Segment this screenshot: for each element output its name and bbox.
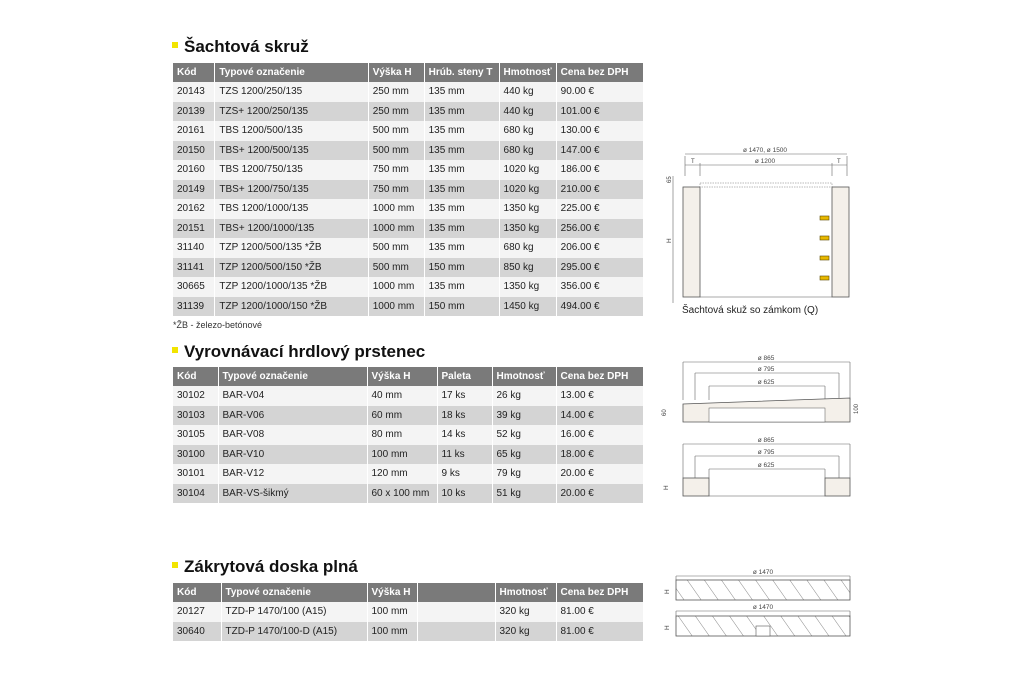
table-cell: 135 mm [424,219,499,239]
table-cell: 30104 [173,484,218,504]
table-cell: 750 mm [368,160,424,180]
table-cell: 31140 [173,238,215,258]
table-cell: BAR-V12 [218,464,367,484]
table-row [173,622,643,642]
table-cell: 1020 kg [499,180,556,200]
column-header: Hmotnosť [499,63,556,82]
table-cell: TZD-P 1470/100 (A15) [221,602,367,622]
table-cell: 20161 [173,121,215,141]
column-header: Hrúb. steny T [424,63,499,82]
table-cell: 40 mm [367,386,437,406]
table-cell [417,622,495,642]
table-cell: 494.00 € [556,297,643,317]
table-cell: 135 mm [424,180,499,200]
section-title-text: Šachtová skruž [184,37,309,56]
table-cell: 295.00 € [556,258,643,278]
table-cell: 750 mm [368,180,424,200]
table-cell: 10 ks [437,484,492,504]
table-row [173,406,643,426]
table-cell: 135 mm [424,238,499,258]
column-header: Cena bez DPH [556,583,643,602]
table-row [173,141,643,161]
table-cell: 1000 mm [368,277,424,297]
table-header-row [173,583,643,602]
table-row [173,445,643,465]
table-row [173,277,643,297]
table-cell: 250 mm [368,102,424,122]
lock-top [700,183,832,187]
table-cell: 440 kg [499,102,556,122]
table-cell: 30105 [173,425,218,445]
column-header: Kód [173,63,215,82]
table-cell: BAR-V08 [218,425,367,445]
drawing-label-t-left: T [691,159,695,165]
wall-left [683,187,700,297]
table-cell: 135 mm [424,102,499,122]
table-row [173,297,643,317]
table-cell: TZP 1200/500/135 *ŽB [215,238,368,258]
table-cell: 256.00 € [556,219,643,239]
table-cell: 20143 [173,82,215,102]
column-header: Výška H [367,583,417,602]
table-vyrovnavaci-prstenec [173,367,643,503]
table-cell: 20139 [173,102,215,122]
table-cell: BAR-V06 [218,406,367,426]
table-cell: BAR-VS-šikmý [218,484,367,504]
drawing-caption: Šachtová skuž so zámkom (Q) [682,305,819,316]
drawing-label-h: H [663,485,670,490]
table-cell: 1350 kg [499,199,556,219]
table-cell: TZS 1200/250/135 [215,82,368,102]
bullet-square-icon [172,347,178,353]
table-cell: 20162 [173,199,215,219]
table-cell: 500 mm [368,141,424,161]
table-cell: 60 x 100 mm [367,484,437,504]
table-cell: 1350 kg [499,277,556,297]
table-row [173,160,643,180]
table-cell: 16.00 € [556,425,643,445]
table-cell: TBS 1200/500/135 [215,121,368,141]
table-cell: 30101 [173,464,218,484]
table-cell: 18.00 € [556,445,643,465]
drawing-dim-outer: ø 1470, ø 1500 [742,147,788,154]
drawing-dim-865-b: ø 865 [757,437,775,444]
table-cell: 135 mm [424,277,499,297]
section-title-sachtova-skruz [172,37,309,57]
table-cell: 206.00 € [556,238,643,258]
column-header: Hmotnosť [492,367,556,386]
table-cell: 18 ks [437,406,492,426]
table-row [173,180,643,200]
table-cell: 20160 [173,160,215,180]
table-cell: 150 mm [424,297,499,317]
table-header-row [173,63,643,82]
table-cell: 100 mm [367,622,417,642]
table-cell: 20.00 € [556,464,643,484]
table-header-row [173,367,643,386]
table-row [173,238,643,258]
table-cell: TZS+ 1200/250/135 [215,102,368,122]
column-header [417,583,495,602]
table-cell: 20149 [173,180,215,200]
table-cell: 31141 [173,258,215,278]
shaft-ring-drawing [665,143,865,303]
table-cell: 9 ks [437,464,492,484]
table-cell: 81.00 € [556,622,643,642]
table-cell: 680 kg [499,238,556,258]
column-header: Paleta [437,367,492,386]
table-row [173,484,643,504]
table-cell: 90.00 € [556,82,643,102]
table-row [173,464,643,484]
table-cell: 320 kg [495,602,556,622]
leveling-ring-drawing [660,352,860,502]
table-cell: 11 ks [437,445,492,465]
table-row [173,121,643,141]
table-cell: 680 kg [499,141,556,161]
table-cell: 130.00 € [556,121,643,141]
table-row [173,102,643,122]
drawing-label-65: 65 [667,176,673,183]
table-cell: 30665 [173,277,215,297]
table-cell: 500 mm [368,121,424,141]
table-sachtova-skruz [173,63,643,316]
footnote: *ŽB - železo-betónové [173,320,263,330]
table-cell: 31139 [173,297,215,317]
table-cell: TBS 1200/1000/135 [215,199,368,219]
table-cell: 250 mm [368,82,424,102]
table-cell: 1000 mm [368,199,424,219]
table-cell: TZP 1200/500/150 *ŽB [215,258,368,278]
table-cell: 120 mm [367,464,437,484]
table-cell: 17 ks [437,386,492,406]
section-title-text: Vyrovnávací hrdlový prstenec [184,342,426,361]
column-header: Výška H [368,63,424,82]
table-cell: 135 mm [424,160,499,180]
table-cell: 30102 [173,386,218,406]
drawing-label-h-b: H [664,625,671,630]
table-cell: 81.00 € [556,602,643,622]
table-cell: 39 kg [492,406,556,426]
drawing-dim-795-a: ø 795 [757,366,775,373]
table-cell: 20.00 € [556,484,643,504]
table-cell: 1020 kg [499,160,556,180]
column-header: Cena bez DPH [556,63,643,82]
table-cell: 1450 kg [499,297,556,317]
table-row [173,386,643,406]
step-iron-icons [820,216,829,280]
column-header: Typové označenie [221,583,367,602]
table-cell: 210.00 € [556,180,643,200]
table-row [173,258,643,278]
drawing-dim-inner: ø 1200 [754,158,776,165]
slab-plain [676,580,850,600]
column-header: Typové označenie [218,367,367,386]
column-header: Kód [173,583,221,602]
ring-left-section [683,478,709,496]
table-cell: 79 kg [492,464,556,484]
table-cell: 500 mm [368,258,424,278]
table-cell: 1000 mm [368,297,424,317]
table-cell: 101.00 € [556,102,643,122]
table-cell: 52 kg [492,425,556,445]
drawing-label-60: 60 [662,409,668,416]
drawing-dim-1470-b: ø 1470 [752,604,774,611]
table-cell: BAR-V10 [218,445,367,465]
table-cell: BAR-V04 [218,386,367,406]
table-cell: 60 mm [367,406,437,426]
table-cell: 225.00 € [556,199,643,219]
table-cell: 135 mm [424,121,499,141]
table-cell: 51 kg [492,484,556,504]
table-row [173,602,643,622]
table-cell: 186.00 € [556,160,643,180]
column-header: Výška H [367,367,437,386]
bullet-square-icon [172,562,178,568]
table-cell: 680 kg [499,121,556,141]
table-cell: 1350 kg [499,219,556,239]
table-cell: TBS 1200/750/135 [215,160,368,180]
section-title-zakrytova-doska [172,557,358,577]
drawing-label-h: H [666,238,673,243]
table-cell: 14.00 € [556,406,643,426]
table-zakrytova-doska [173,583,643,641]
table-cell: 500 mm [368,238,424,258]
table-cell: TBS+ 1200/750/135 [215,180,368,200]
table-cell: 135 mm [424,199,499,219]
drawing-dim-1470-a: ø 1470 [752,569,774,576]
drawing-dim-865-a: ø 865 [757,355,775,362]
drawing-dim-795-b: ø 795 [757,449,775,456]
table-cell: 20151 [173,219,215,239]
table-cell [417,602,495,622]
table-cell: TZP 1200/1000/135 *ŽB [215,277,368,297]
table-cell: 100 mm [367,602,417,622]
table-cell: TBS+ 1200/500/135 [215,141,368,161]
table-row [173,199,643,219]
table-cell: 80 mm [367,425,437,445]
table-cell: 1000 mm [368,219,424,239]
table-cell: 20127 [173,602,221,622]
column-header: Typové označenie [215,63,368,82]
drawing-label-100: 100 [854,403,860,414]
table-cell: 65 kg [492,445,556,465]
table-row [173,82,643,102]
table-cell: 135 mm [424,141,499,161]
table-cell: TZD-P 1470/100-D (A15) [221,622,367,642]
table-cell: 14 ks [437,425,492,445]
table-cell: 147.00 € [556,141,643,161]
bullet-square-icon [172,42,178,48]
drawing-dim-625-b: ø 625 [757,462,775,469]
column-header: Kód [173,367,218,386]
table-cell: 30100 [173,445,218,465]
table-cell: 150 mm [424,258,499,278]
table-cell: 320 kg [495,622,556,642]
wall-right [832,187,849,297]
table-row [173,219,643,239]
table-row [173,425,643,445]
table-cell: 20150 [173,141,215,161]
table-cell: 440 kg [499,82,556,102]
ring-right-section [825,478,850,496]
table-cell: 100 mm [367,445,437,465]
table-cell: 356.00 € [556,277,643,297]
column-header: Cena bez DPH [556,367,643,386]
table-cell: 26 kg [492,386,556,406]
table-cell: TZP 1200/1000/150 *ŽB [215,297,368,317]
section-title-vyrovnavaci-prstenec [172,342,425,362]
table-cell: 30103 [173,406,218,426]
drawing-label-h-a: H [664,589,671,594]
table-cell: 135 mm [424,82,499,102]
drawing-dim-625-a: ø 625 [757,379,775,386]
cover-slab-drawing [660,566,860,642]
table-cell: 850 kg [499,258,556,278]
table-cell: TBS+ 1200/1000/135 [215,219,368,239]
section-title-text: Zákrytová doska plná [184,557,358,576]
column-header: Hmotnosť [495,583,556,602]
table-cell: 13.00 € [556,386,643,406]
drawing-label-t-right: T [837,159,841,165]
table-cell: 30640 [173,622,221,642]
